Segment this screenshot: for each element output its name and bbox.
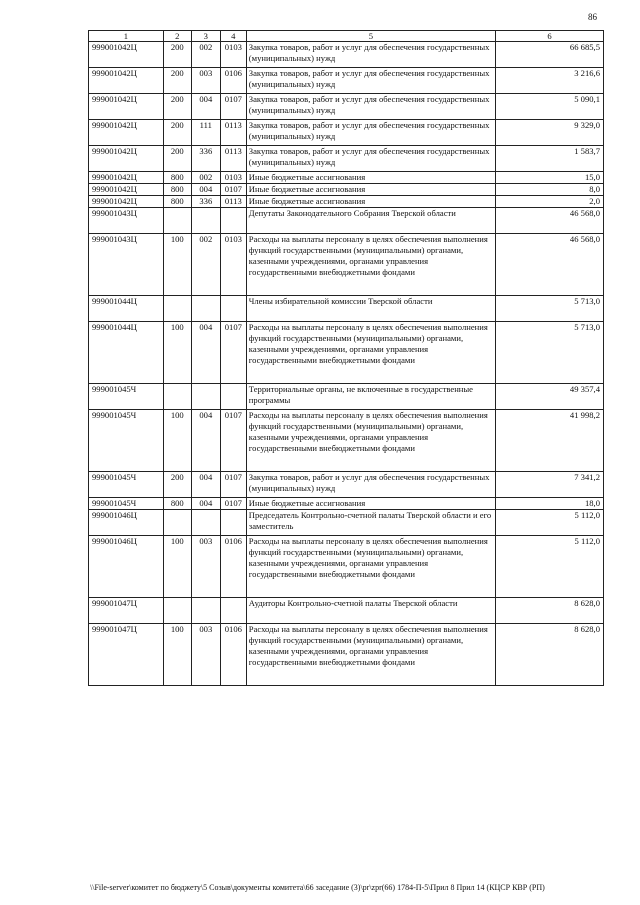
row-amount-cell: 15,0 xyxy=(495,172,603,184)
row-col3-cell: 004 xyxy=(191,498,220,510)
row-col4-cell: 0107 xyxy=(220,410,246,472)
row-description-cell: Иные бюджетные ассигнования xyxy=(246,184,495,196)
row-col4-cell: 0107 xyxy=(220,94,246,120)
row-code-cell: 999001042Ц xyxy=(89,196,164,208)
row-code-cell: 999001046Ц xyxy=(89,510,164,536)
row-col3-cell: 002 xyxy=(191,42,220,68)
row-amount-cell: 7 341,2 xyxy=(495,472,603,498)
table-row xyxy=(89,172,604,184)
row-col3-cell: 004 xyxy=(191,184,220,196)
row-col4-cell: 0113 xyxy=(220,146,246,172)
row-col4-cell: 0107 xyxy=(220,472,246,498)
row-code-cell: 999001047Ц xyxy=(89,624,164,686)
row-col3-cell xyxy=(191,384,220,410)
row-amount-cell: 66 685,5 xyxy=(495,42,603,68)
table-row xyxy=(89,196,604,208)
row-code-cell: 999001042Ц xyxy=(89,146,164,172)
row-description-cell: Закупка товаров, работ и услуг для обеспечения государственных (муниципальных) нужд xyxy=(246,146,495,172)
row-col3-cell: 336 xyxy=(191,146,220,172)
row-amount-cell: 8 628,0 xyxy=(495,598,603,624)
row-code-cell: 999001042Ц xyxy=(89,120,164,146)
row-amount-cell: 5 713,0 xyxy=(495,322,603,384)
row-col3-cell: 003 xyxy=(191,536,220,598)
table-row xyxy=(89,510,604,536)
row-code-cell: 999001042Ц xyxy=(89,68,164,94)
row-description-cell: Закупка товаров, работ и услуг для обеспечения государственных (муниципальных) нужд xyxy=(246,120,495,146)
table-row xyxy=(89,42,604,68)
row-col2-cell xyxy=(163,296,191,322)
row-col2-cell: 800 xyxy=(163,196,191,208)
row-col3-cell: 003 xyxy=(191,68,220,94)
row-code-cell: 999001046Ц xyxy=(89,536,164,598)
table-header-row xyxy=(89,31,604,42)
table-row xyxy=(89,184,604,196)
row-col3-cell: 004 xyxy=(191,472,220,498)
row-description-cell: Аудиторы Контрольно-счетной палаты Тверской области xyxy=(246,598,495,624)
row-col3-cell xyxy=(191,598,220,624)
row-col3-cell: 336 xyxy=(191,196,220,208)
column-header: 6 xyxy=(495,31,603,42)
table-row xyxy=(89,472,604,498)
row-col4-cell: 0113 xyxy=(220,120,246,146)
row-amount-cell: 46 568,0 xyxy=(495,208,603,234)
table-row xyxy=(89,598,604,624)
row-description-cell: Расходы на выплаты персоналу в целях обеспечения выполнения функций государственными (муниципальными) органами, казенными учреждениями, органами управления государственными внебюджетными фондами xyxy=(246,624,495,686)
table-row xyxy=(89,234,604,296)
row-col2-cell xyxy=(163,208,191,234)
table-row xyxy=(89,498,604,510)
row-amount-cell: 3 216,6 xyxy=(495,68,603,94)
row-description-cell: Депутаты Законодательного Собрания Тверской области xyxy=(246,208,495,234)
column-header: 3 xyxy=(191,31,220,42)
row-col3-cell: 002 xyxy=(191,234,220,296)
row-col4-cell: 0103 xyxy=(220,234,246,296)
row-code-cell: 999001045Ч xyxy=(89,498,164,510)
row-amount-cell: 46 568,0 xyxy=(495,234,603,296)
table-row xyxy=(89,384,604,410)
row-col2-cell: 200 xyxy=(163,94,191,120)
row-amount-cell: 9 329,0 xyxy=(495,120,603,146)
row-col2-cell xyxy=(163,598,191,624)
row-col4-cell: 0106 xyxy=(220,68,246,94)
column-header: 4 xyxy=(220,31,246,42)
row-description-cell: Расходы на выплаты персоналу в целях обеспечения выполнения функций государственными (муниципальными) органами, казенными учреждениями, органами управления государственными внебюджетными фондами xyxy=(246,322,495,384)
row-col4-cell xyxy=(220,208,246,234)
row-col4-cell: 0106 xyxy=(220,624,246,686)
row-code-cell: 999001042Ц xyxy=(89,172,164,184)
row-code-cell: 999001043Ц xyxy=(89,234,164,296)
table-row xyxy=(89,624,604,686)
budget-table xyxy=(88,30,604,686)
row-amount-cell: 1 583,7 xyxy=(495,146,603,172)
row-code-cell: 999001043Ц xyxy=(89,208,164,234)
row-code-cell: 999001047Ц xyxy=(89,598,164,624)
row-col4-cell: 0107 xyxy=(220,322,246,384)
table-row xyxy=(89,146,604,172)
row-col3-cell: 002 xyxy=(191,172,220,184)
row-code-cell: 999001042Ц xyxy=(89,94,164,120)
row-code-cell: 999001042Ц xyxy=(89,184,164,196)
column-header: 1 xyxy=(89,31,164,42)
row-col4-cell: 0103 xyxy=(220,172,246,184)
row-col4-cell xyxy=(220,296,246,322)
row-col2-cell: 100 xyxy=(163,234,191,296)
row-amount-cell: 49 357,4 xyxy=(495,384,603,410)
row-col3-cell xyxy=(191,296,220,322)
table-row xyxy=(89,208,604,234)
row-col4-cell: 0107 xyxy=(220,184,246,196)
row-col2-cell: 800 xyxy=(163,184,191,196)
row-code-cell: 999001044Ц xyxy=(89,296,164,322)
row-amount-cell: 41 998,2 xyxy=(495,410,603,472)
row-col2-cell xyxy=(163,510,191,536)
row-code-cell: 999001042Ц xyxy=(89,42,164,68)
row-description-cell: Закупка товаров, работ и услуг для обеспечения государственных (муниципальных) нужд xyxy=(246,68,495,94)
row-amount-cell: 18,0 xyxy=(495,498,603,510)
row-col3-cell: 111 xyxy=(191,120,220,146)
table-row xyxy=(89,120,604,146)
row-description-cell: Территориальные органы, не включенные в государственные программы xyxy=(246,384,495,410)
row-description-cell: Председатель Контрольно-счетной палаты Тверской области и его заместитель xyxy=(246,510,495,536)
row-col3-cell: 004 xyxy=(191,322,220,384)
row-col4-cell xyxy=(220,510,246,536)
row-col2-cell: 100 xyxy=(163,536,191,598)
table-row xyxy=(89,322,604,384)
column-header: 2 xyxy=(163,31,191,42)
row-col2-cell xyxy=(163,384,191,410)
row-col2-cell: 200 xyxy=(163,42,191,68)
table-row xyxy=(89,410,604,472)
row-col4-cell xyxy=(220,384,246,410)
row-col4-cell: 0103 xyxy=(220,42,246,68)
row-description-cell: Расходы на выплаты персоналу в целях обеспечения выполнения функций государственными (муниципальными) органами, казенными учреждениями, органами управления государственными внебюджетными фондами xyxy=(246,234,495,296)
row-description-cell: Иные бюджетные ассигнования xyxy=(246,172,495,184)
row-amount-cell: 8 628,0 xyxy=(495,624,603,686)
row-col4-cell xyxy=(220,598,246,624)
table-row xyxy=(89,296,604,322)
row-code-cell: 999001045Ч xyxy=(89,472,164,498)
row-amount-cell: 5 090,1 xyxy=(495,94,603,120)
row-amount-cell: 5 713,0 xyxy=(495,296,603,322)
table-row xyxy=(89,94,604,120)
row-description-cell: Расходы на выплаты персоналу в целях обеспечения выполнения функций государственными (муниципальными) органами, казенными учреждениями, органами управления государственными внебюджетными фондами xyxy=(246,536,495,598)
row-col4-cell: 0107 xyxy=(220,498,246,510)
row-col2-cell: 200 xyxy=(163,68,191,94)
column-header: 5 xyxy=(246,31,495,42)
row-code-cell: 999001045Ч xyxy=(89,384,164,410)
row-amount-cell: 2,0 xyxy=(495,196,603,208)
row-col2-cell: 200 xyxy=(163,120,191,146)
page-number: 86 xyxy=(588,12,597,22)
row-description-cell: Иные бюджетные ассигнования xyxy=(246,498,495,510)
row-description-cell: Закупка товаров, работ и услуг для обеспечения государственных (муниципальных) нужд xyxy=(246,472,495,498)
table-row xyxy=(89,536,604,598)
row-amount-cell: 5 112,0 xyxy=(495,510,603,536)
row-col2-cell: 100 xyxy=(163,410,191,472)
row-col3-cell xyxy=(191,208,220,234)
row-description-cell: Члены избирательной комиссии Тверской области xyxy=(246,296,495,322)
row-col3-cell xyxy=(191,510,220,536)
row-col2-cell: 100 xyxy=(163,624,191,686)
row-col2-cell: 200 xyxy=(163,472,191,498)
row-code-cell: 999001044Ц xyxy=(89,322,164,384)
row-col3-cell: 004 xyxy=(191,410,220,472)
row-amount-cell: 5 112,0 xyxy=(495,536,603,598)
row-col2-cell: 800 xyxy=(163,172,191,184)
row-col2-cell: 100 xyxy=(163,322,191,384)
row-description-cell: Иные бюджетные ассигнования xyxy=(246,196,495,208)
row-col4-cell: 0113 xyxy=(220,196,246,208)
row-col2-cell: 200 xyxy=(163,146,191,172)
row-description-cell: Закупка товаров, работ и услуг для обеспечения государственных (муниципальных) нужд xyxy=(246,42,495,68)
row-amount-cell: 8,0 xyxy=(495,184,603,196)
footer-file-path: \\File-server\комитет по бюджету\5 Созыв\документы комитета\66 заседание (3)\pr\zpr(66) 1784-П-5\Прил 8 Прил 14 (КЦСР КВР (РП) xyxy=(90,883,545,892)
row-col3-cell: 004 xyxy=(191,94,220,120)
table-row xyxy=(89,68,604,94)
row-col3-cell: 003 xyxy=(191,624,220,686)
row-description-cell: Расходы на выплаты персоналу в целях обеспечения выполнения функций государственными (муниципальными) органами, казенными учреждениями, органами управления государственными внебюджетными фондами xyxy=(246,410,495,472)
row-col4-cell: 0106 xyxy=(220,536,246,598)
row-description-cell: Закупка товаров, работ и услуг для обеспечения государственных (муниципальных) нужд xyxy=(246,94,495,120)
row-col2-cell: 800 xyxy=(163,498,191,510)
row-code-cell: 999001045Ч xyxy=(89,410,164,472)
